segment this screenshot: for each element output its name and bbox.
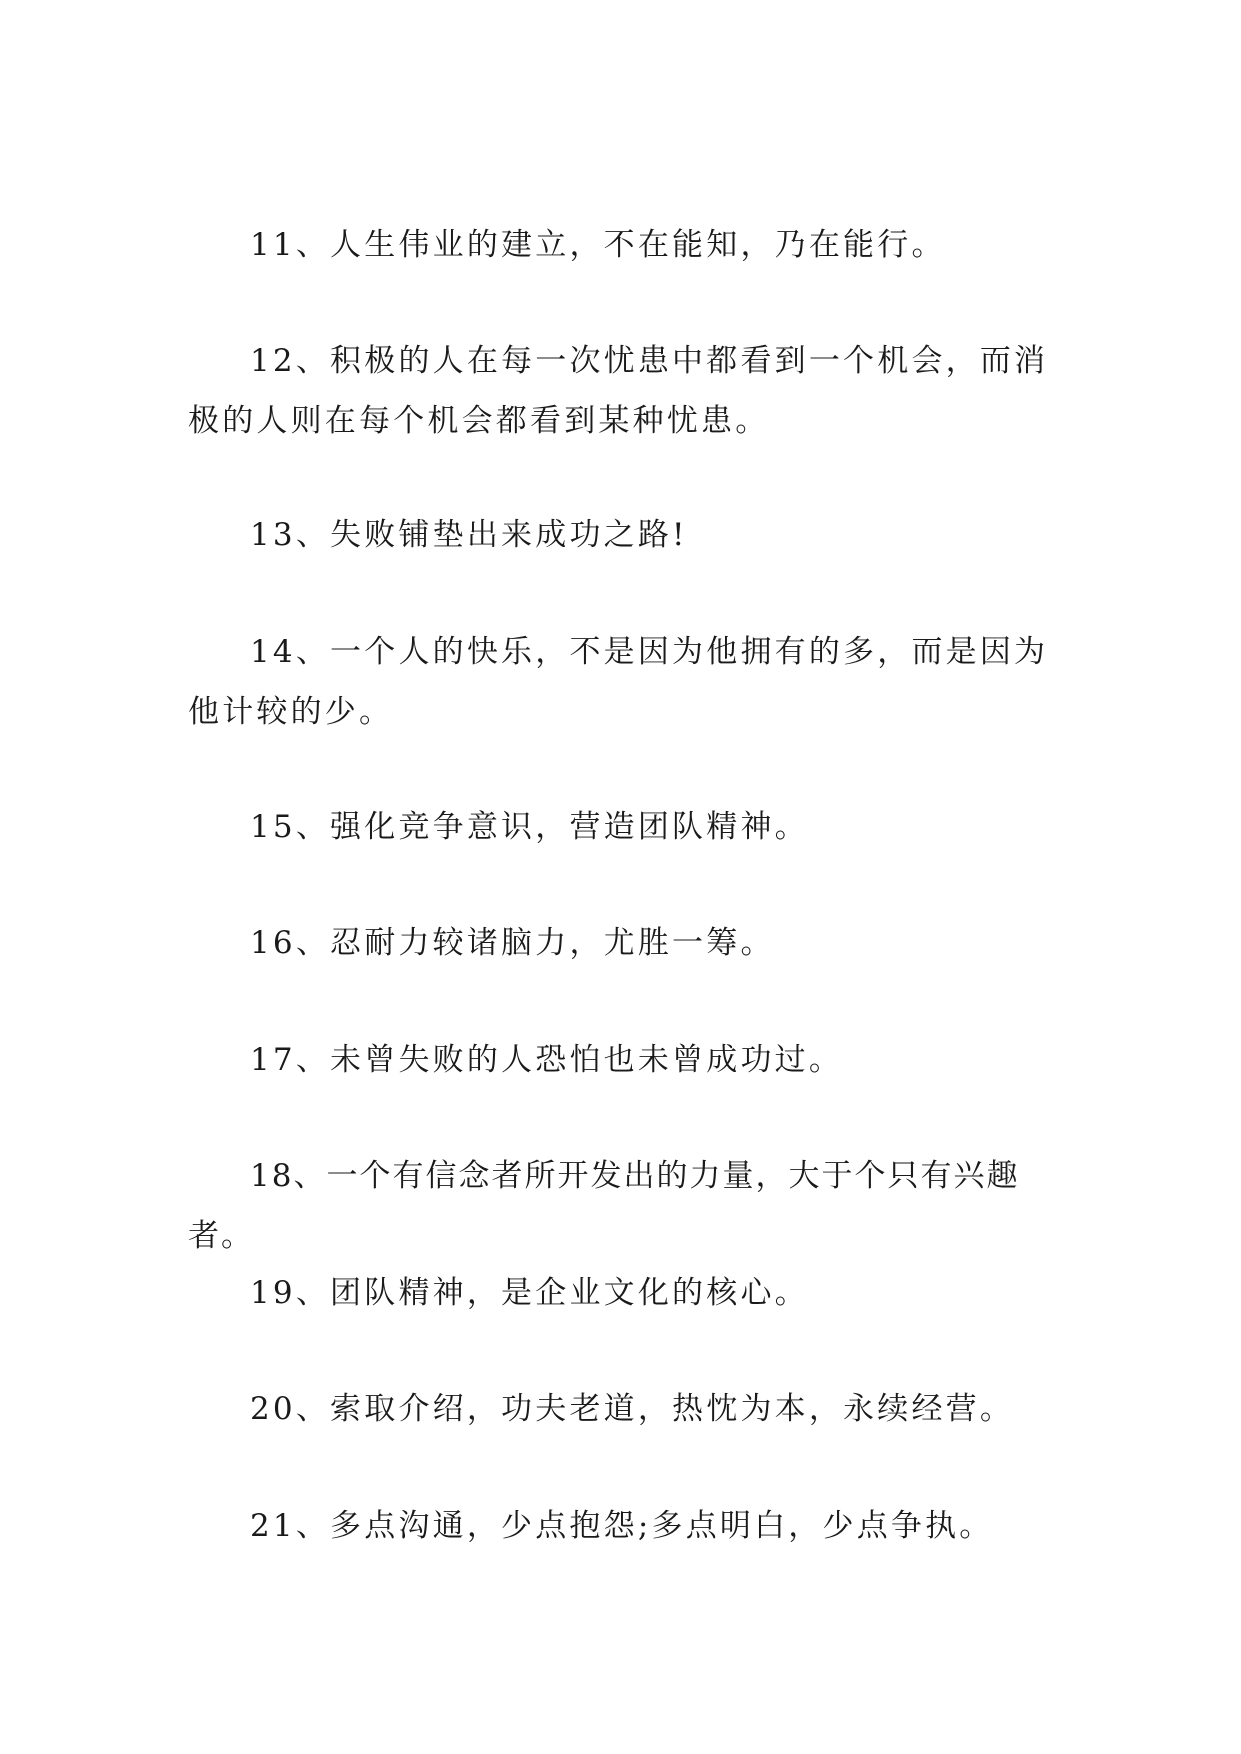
quote-paragraph-12: 12、积极的人在每一次忧患中都看到一个机会，而消极的人则在每个机会都看到某种忧患。 (188, 343, 1049, 439)
quote-paragraph-15: 15、强化竞争意识，营造团队精神。 (250, 809, 809, 845)
quote-paragraph-20: 20、索取介绍，功夫老道，热忱为本，永续经营。 (250, 1391, 1015, 1427)
quote-paragraph-13: 13、失败铺垫出来成功之路! (250, 517, 688, 553)
quote-paragraph-19: 19、团队精神，是企业文化的核心。 (250, 1275, 809, 1311)
quote-paragraph-11: 11、人生伟业的建立，不在能知，乃在能行。 (250, 227, 946, 263)
quote-paragraph-16: 16、忍耐力较诸脑力，尤胜一筹。 (250, 925, 775, 961)
quote-paragraph-18: 18、一个有信念者所开发出的力量，大于个只有兴趣者。 (188, 1158, 1020, 1254)
quote-paragraph-21: 21、多点沟通，少点抱怨;多点明白，少点争执。 (250, 1508, 994, 1544)
quote-paragraph-14: 14、一个人的快乐，不是因为他拥有的多，而是因为他计较的少。 (188, 634, 1049, 730)
quote-paragraph-17: 17、未曾失败的人恐怕也未曾成功过。 (250, 1042, 844, 1078)
